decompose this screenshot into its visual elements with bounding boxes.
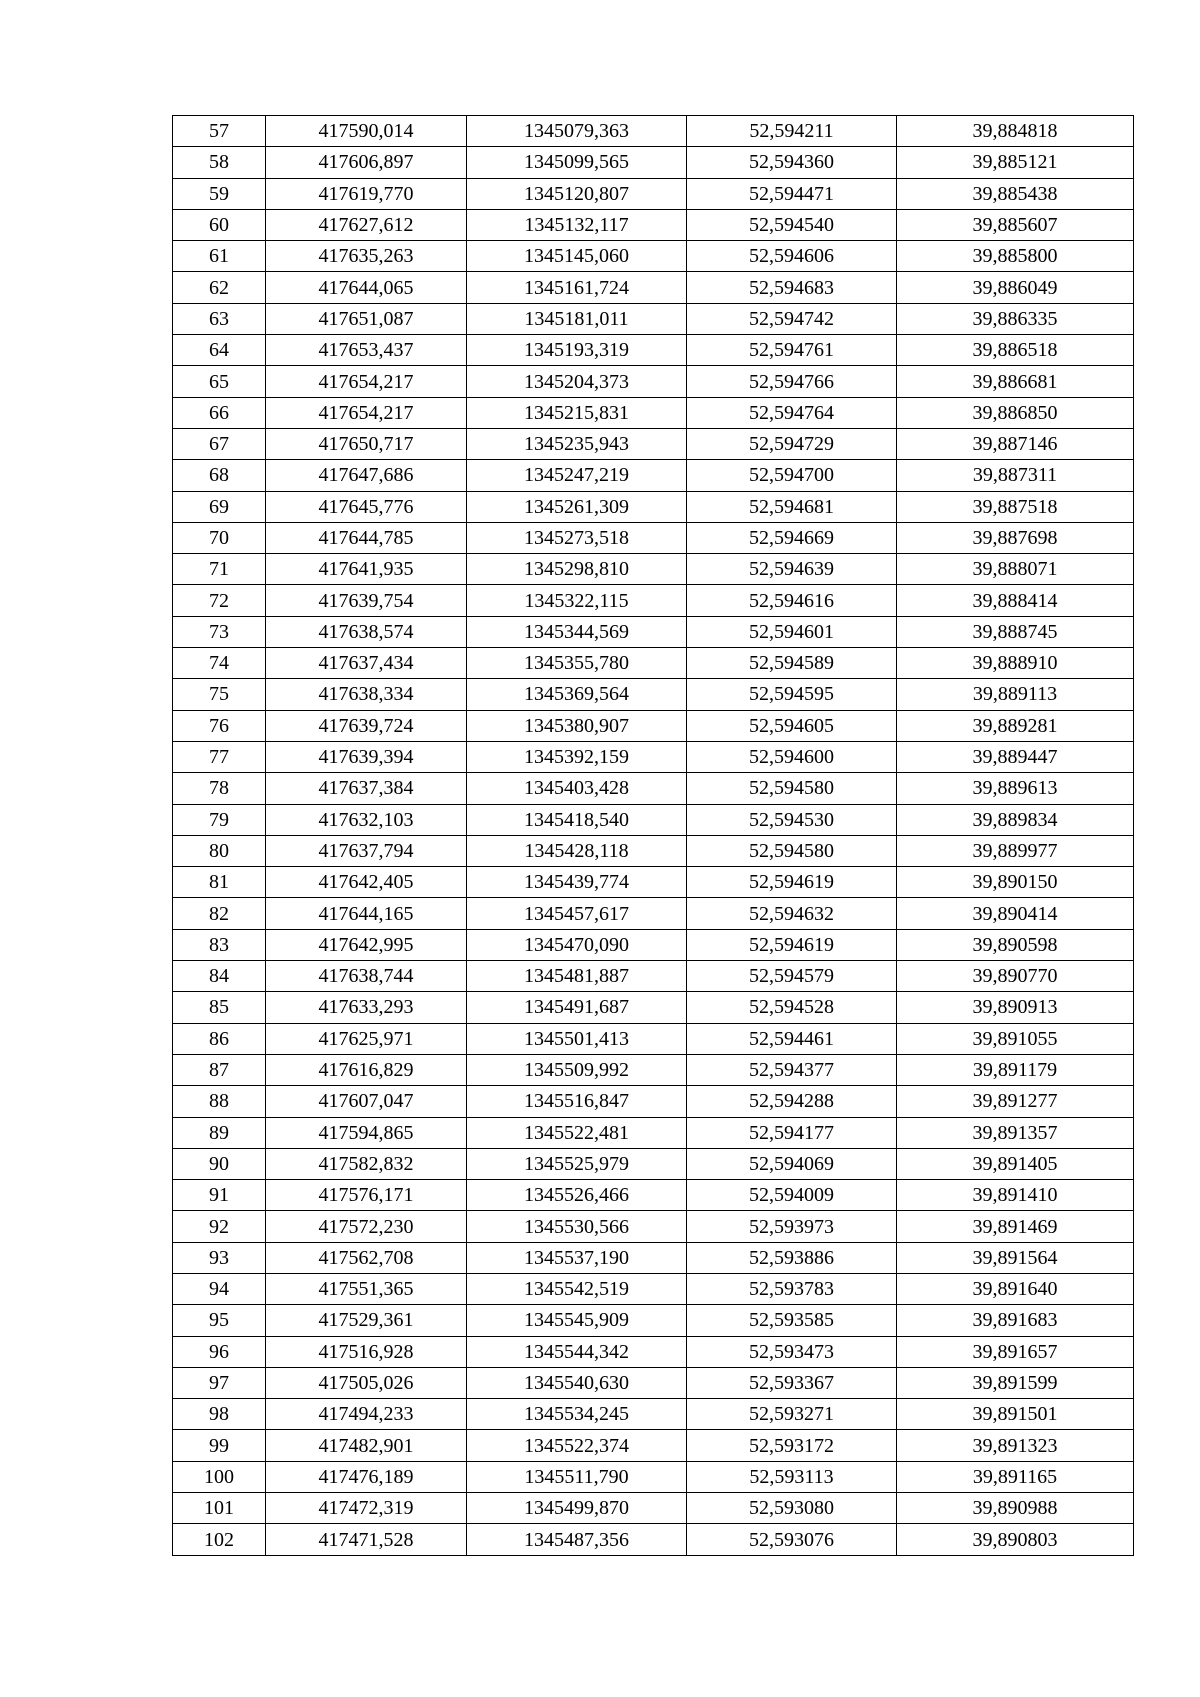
- longitude-cell: 39,889977: [897, 835, 1134, 866]
- point-number-cell: 94: [173, 1273, 266, 1304]
- x-coordinate-cell: 417594,865: [266, 1117, 467, 1148]
- latitude-cell: 52,594639: [687, 554, 897, 585]
- x-coordinate-cell: 417562,708: [266, 1242, 467, 1273]
- table-row: [173, 1054, 1134, 1085]
- y-coordinate-cell: 1345392,159: [467, 741, 687, 772]
- table-row: [173, 554, 1134, 585]
- point-number-cell: 100: [173, 1461, 266, 1492]
- point-number-cell: 93: [173, 1242, 266, 1273]
- y-coordinate-cell: 1345261,309: [467, 491, 687, 522]
- point-number-cell: 102: [173, 1524, 266, 1555]
- y-coordinate-cell: 1345428,118: [467, 835, 687, 866]
- y-coordinate-cell: 1345501,413: [467, 1023, 687, 1054]
- latitude-cell: 52,593886: [687, 1242, 897, 1273]
- latitude-cell: 52,594595: [687, 679, 897, 710]
- point-number-cell: 68: [173, 460, 266, 491]
- point-number-cell: 73: [173, 616, 266, 647]
- point-number-cell: 83: [173, 929, 266, 960]
- x-coordinate-cell: 417654,217: [266, 366, 467, 397]
- x-coordinate-cell: 417607,047: [266, 1086, 467, 1117]
- longitude-cell: 39,891179: [897, 1054, 1134, 1085]
- point-number-cell: 84: [173, 961, 266, 992]
- longitude-cell: 39,891564: [897, 1242, 1134, 1273]
- y-coordinate-cell: 1345273,518: [467, 522, 687, 553]
- point-number-cell: 58: [173, 147, 266, 178]
- latitude-cell: 52,594528: [687, 992, 897, 1023]
- longitude-cell: 39,888414: [897, 585, 1134, 616]
- point-number-cell: 66: [173, 397, 266, 428]
- point-number-cell: 101: [173, 1493, 266, 1524]
- table-row: [173, 804, 1134, 835]
- y-coordinate-cell: 1345545,909: [467, 1305, 687, 1336]
- latitude-cell: 52,594669: [687, 522, 897, 553]
- y-coordinate-cell: 1345487,356: [467, 1524, 687, 1555]
- y-coordinate-cell: 1345526,466: [467, 1180, 687, 1211]
- x-coordinate-cell: 417637,384: [266, 773, 467, 804]
- x-coordinate-cell: 417637,794: [266, 835, 467, 866]
- longitude-cell: 39,891683: [897, 1305, 1134, 1336]
- table-row: [173, 1086, 1134, 1117]
- latitude-cell: 52,594377: [687, 1054, 897, 1085]
- y-coordinate-cell: 1345516,847: [467, 1086, 687, 1117]
- x-coordinate-cell: 417644,785: [266, 522, 467, 553]
- latitude-cell: 52,594288: [687, 1086, 897, 1117]
- x-coordinate-cell: 417505,026: [266, 1367, 467, 1398]
- y-coordinate-cell: 1345522,374: [467, 1430, 687, 1461]
- point-number-cell: 67: [173, 428, 266, 459]
- y-coordinate-cell: 1345542,519: [467, 1273, 687, 1304]
- y-coordinate-cell: 1345355,780: [467, 648, 687, 679]
- x-coordinate-cell: 417639,754: [266, 585, 467, 616]
- table-row: [173, 366, 1134, 397]
- longitude-cell: 39,888910: [897, 648, 1134, 679]
- longitude-cell: 39,891657: [897, 1336, 1134, 1367]
- table-row: [173, 522, 1134, 553]
- point-number-cell: 63: [173, 303, 266, 334]
- y-coordinate-cell: 1345215,831: [467, 397, 687, 428]
- longitude-cell: 39,890988: [897, 1493, 1134, 1524]
- table-row: [173, 1461, 1134, 1492]
- longitude-cell: 39,885800: [897, 241, 1134, 272]
- table-row: [173, 773, 1134, 804]
- point-number-cell: 74: [173, 648, 266, 679]
- table-row: [173, 147, 1134, 178]
- table-row: [173, 1493, 1134, 1524]
- point-number-cell: 70: [173, 522, 266, 553]
- y-coordinate-cell: 1345439,774: [467, 867, 687, 898]
- y-coordinate-cell: 1345132,117: [467, 209, 687, 240]
- longitude-cell: 39,889447: [897, 741, 1134, 772]
- x-coordinate-cell: 417637,434: [266, 648, 467, 679]
- table-row: [173, 835, 1134, 866]
- y-coordinate-cell: 1345522,481: [467, 1117, 687, 1148]
- latitude-cell: 52,594616: [687, 585, 897, 616]
- point-number-cell: 59: [173, 178, 266, 209]
- latitude-cell: 52,594177: [687, 1117, 897, 1148]
- x-coordinate-cell: 417471,528: [266, 1524, 467, 1555]
- table-row: [173, 867, 1134, 898]
- longitude-cell: 39,891357: [897, 1117, 1134, 1148]
- y-coordinate-cell: 1345481,887: [467, 961, 687, 992]
- latitude-cell: 52,594632: [687, 898, 897, 929]
- x-coordinate-cell: 417516,928: [266, 1336, 467, 1367]
- y-coordinate-cell: 1345540,630: [467, 1367, 687, 1398]
- longitude-cell: 39,890414: [897, 898, 1134, 929]
- x-coordinate-cell: 417582,832: [266, 1148, 467, 1179]
- latitude-cell: 52,594530: [687, 804, 897, 835]
- latitude-cell: 52,594766: [687, 366, 897, 397]
- longitude-cell: 39,890150: [897, 867, 1134, 898]
- y-coordinate-cell: 1345525,979: [467, 1148, 687, 1179]
- table-row: [173, 648, 1134, 679]
- table-row: [173, 303, 1134, 334]
- latitude-cell: 52,594360: [687, 147, 897, 178]
- y-coordinate-cell: 1345369,564: [467, 679, 687, 710]
- table-row: [173, 1180, 1134, 1211]
- x-coordinate-cell: 417642,995: [266, 929, 467, 960]
- longitude-cell: 39,891277: [897, 1086, 1134, 1117]
- table-row: [173, 1211, 1134, 1242]
- latitude-cell: 52,594579: [687, 961, 897, 992]
- x-coordinate-cell: 417576,171: [266, 1180, 467, 1211]
- table-row: [173, 428, 1134, 459]
- longitude-cell: 39,890913: [897, 992, 1134, 1023]
- table-row: [173, 1305, 1134, 1336]
- x-coordinate-cell: 417551,365: [266, 1273, 467, 1304]
- x-coordinate-cell: 417639,724: [266, 710, 467, 741]
- longitude-cell: 39,890598: [897, 929, 1134, 960]
- point-number-cell: 92: [173, 1211, 266, 1242]
- y-coordinate-cell: 1345298,810: [467, 554, 687, 585]
- point-number-cell: 79: [173, 804, 266, 835]
- longitude-cell: 39,891055: [897, 1023, 1134, 1054]
- longitude-cell: 39,889113: [897, 679, 1134, 710]
- coordinates-table-body: [173, 116, 1134, 1556]
- latitude-cell: 52,593113: [687, 1461, 897, 1492]
- table-row: [173, 961, 1134, 992]
- table-row: [173, 1117, 1134, 1148]
- y-coordinate-cell: 1345403,428: [467, 773, 687, 804]
- longitude-cell: 39,886850: [897, 397, 1134, 428]
- latitude-cell: 52,594683: [687, 272, 897, 303]
- point-number-cell: 61: [173, 241, 266, 272]
- x-coordinate-cell: 417645,776: [266, 491, 467, 522]
- table-row: [173, 929, 1134, 960]
- longitude-cell: 39,888745: [897, 616, 1134, 647]
- x-coordinate-cell: 417638,334: [266, 679, 467, 710]
- longitude-cell: 39,891599: [897, 1367, 1134, 1398]
- point-number-cell: 60: [173, 209, 266, 240]
- table-row: [173, 116, 1134, 147]
- longitude-cell: 39,889281: [897, 710, 1134, 741]
- longitude-cell: 39,891405: [897, 1148, 1134, 1179]
- x-coordinate-cell: 417494,233: [266, 1399, 467, 1430]
- longitude-cell: 39,884818: [897, 116, 1134, 147]
- x-coordinate-cell: 417650,717: [266, 428, 467, 459]
- table-row: [173, 585, 1134, 616]
- x-coordinate-cell: 417653,437: [266, 335, 467, 366]
- x-coordinate-cell: 417644,065: [266, 272, 467, 303]
- y-coordinate-cell: 1345544,342: [467, 1336, 687, 1367]
- y-coordinate-cell: 1345120,807: [467, 178, 687, 209]
- latitude-cell: 52,593973: [687, 1211, 897, 1242]
- latitude-cell: 52,594761: [687, 335, 897, 366]
- table-row: [173, 679, 1134, 710]
- latitude-cell: 52,594600: [687, 741, 897, 772]
- y-coordinate-cell: 1345322,115: [467, 585, 687, 616]
- table-row: [173, 741, 1134, 772]
- x-coordinate-cell: 417476,189: [266, 1461, 467, 1492]
- point-number-cell: 72: [173, 585, 266, 616]
- longitude-cell: 39,888071: [897, 554, 1134, 585]
- x-coordinate-cell: 417529,361: [266, 1305, 467, 1336]
- y-coordinate-cell: 1345537,190: [467, 1242, 687, 1273]
- latitude-cell: 52,594729: [687, 428, 897, 459]
- longitude-cell: 39,891323: [897, 1430, 1134, 1461]
- y-coordinate-cell: 1345499,870: [467, 1493, 687, 1524]
- table-row: [173, 241, 1134, 272]
- y-coordinate-cell: 1345181,011: [467, 303, 687, 334]
- table-row: [173, 491, 1134, 522]
- latitude-cell: 52,594700: [687, 460, 897, 491]
- table-row: [173, 272, 1134, 303]
- y-coordinate-cell: 1345079,363: [467, 116, 687, 147]
- table-row: [173, 616, 1134, 647]
- point-number-cell: 85: [173, 992, 266, 1023]
- x-coordinate-cell: 417616,829: [266, 1054, 467, 1085]
- point-number-cell: 71: [173, 554, 266, 585]
- y-coordinate-cell: 1345161,724: [467, 272, 687, 303]
- y-coordinate-cell: 1345509,992: [467, 1054, 687, 1085]
- y-coordinate-cell: 1345193,319: [467, 335, 687, 366]
- point-number-cell: 89: [173, 1117, 266, 1148]
- point-number-cell: 95: [173, 1305, 266, 1336]
- table-row: [173, 710, 1134, 741]
- x-coordinate-cell: 417472,319: [266, 1493, 467, 1524]
- x-coordinate-cell: 417638,574: [266, 616, 467, 647]
- x-coordinate-cell: 417627,612: [266, 209, 467, 240]
- point-number-cell: 91: [173, 1180, 266, 1211]
- longitude-cell: 39,886681: [897, 366, 1134, 397]
- point-number-cell: 75: [173, 679, 266, 710]
- y-coordinate-cell: 1345457,617: [467, 898, 687, 929]
- y-coordinate-cell: 1345534,245: [467, 1399, 687, 1430]
- longitude-cell: 39,885121: [897, 147, 1134, 178]
- table-row: [173, 1430, 1134, 1461]
- y-coordinate-cell: 1345247,219: [467, 460, 687, 491]
- y-coordinate-cell: 1345491,687: [467, 992, 687, 1023]
- table-row: [173, 1273, 1134, 1304]
- point-number-cell: 64: [173, 335, 266, 366]
- x-coordinate-cell: 417642,405: [266, 867, 467, 898]
- point-number-cell: 65: [173, 366, 266, 397]
- point-number-cell: 87: [173, 1054, 266, 1085]
- point-number-cell: 86: [173, 1023, 266, 1054]
- latitude-cell: 52,594461: [687, 1023, 897, 1054]
- latitude-cell: 52,593367: [687, 1367, 897, 1398]
- table-row: [173, 1524, 1134, 1555]
- point-number-cell: 76: [173, 710, 266, 741]
- longitude-cell: 39,891640: [897, 1273, 1134, 1304]
- latitude-cell: 52,594619: [687, 867, 897, 898]
- x-coordinate-cell: 417641,935: [266, 554, 467, 585]
- latitude-cell: 52,594601: [687, 616, 897, 647]
- x-coordinate-cell: 417606,897: [266, 147, 467, 178]
- longitude-cell: 39,887311: [897, 460, 1134, 491]
- y-coordinate-cell: 1345235,943: [467, 428, 687, 459]
- y-coordinate-cell: 1345418,540: [467, 804, 687, 835]
- table-row: [173, 992, 1134, 1023]
- latitude-cell: 52,594540: [687, 209, 897, 240]
- longitude-cell: 39,891501: [897, 1399, 1134, 1430]
- longitude-cell: 39,887698: [897, 522, 1134, 553]
- x-coordinate-cell: 417651,087: [266, 303, 467, 334]
- longitude-cell: 39,891469: [897, 1211, 1134, 1242]
- latitude-cell: 52,593076: [687, 1524, 897, 1555]
- latitude-cell: 52,593473: [687, 1336, 897, 1367]
- x-coordinate-cell: 417635,263: [266, 241, 467, 272]
- point-number-cell: 96: [173, 1336, 266, 1367]
- y-coordinate-cell: 1345145,060: [467, 241, 687, 272]
- longitude-cell: 39,886518: [897, 335, 1134, 366]
- table-row: [173, 898, 1134, 929]
- table-row: [173, 1023, 1134, 1054]
- longitude-cell: 39,887146: [897, 428, 1134, 459]
- y-coordinate-cell: 1345470,090: [467, 929, 687, 960]
- x-coordinate-cell: 417619,770: [266, 178, 467, 209]
- table-row: [173, 1336, 1134, 1367]
- table-row: [173, 178, 1134, 209]
- table-row: [173, 1367, 1134, 1398]
- latitude-cell: 52,594211: [687, 116, 897, 147]
- latitude-cell: 52,594619: [687, 929, 897, 960]
- coordinates-table: [172, 115, 1134, 1556]
- x-coordinate-cell: 417654,217: [266, 397, 467, 428]
- latitude-cell: 52,594580: [687, 773, 897, 804]
- longitude-cell: 39,887518: [897, 491, 1134, 522]
- x-coordinate-cell: 417590,014: [266, 116, 467, 147]
- x-coordinate-cell: 417632,103: [266, 804, 467, 835]
- x-coordinate-cell: 417639,394: [266, 741, 467, 772]
- longitude-cell: 39,889834: [897, 804, 1134, 835]
- y-coordinate-cell: 1345530,566: [467, 1211, 687, 1242]
- longitude-cell: 39,885438: [897, 178, 1134, 209]
- latitude-cell: 52,594471: [687, 178, 897, 209]
- latitude-cell: 52,594069: [687, 1148, 897, 1179]
- point-number-cell: 78: [173, 773, 266, 804]
- point-number-cell: 88: [173, 1086, 266, 1117]
- x-coordinate-cell: 417638,744: [266, 961, 467, 992]
- point-number-cell: 77: [173, 741, 266, 772]
- latitude-cell: 52,594009: [687, 1180, 897, 1211]
- point-number-cell: 81: [173, 867, 266, 898]
- latitude-cell: 52,594605: [687, 710, 897, 741]
- longitude-cell: 39,890803: [897, 1524, 1134, 1555]
- latitude-cell: 52,594606: [687, 241, 897, 272]
- y-coordinate-cell: 1345099,565: [467, 147, 687, 178]
- longitude-cell: 39,891410: [897, 1180, 1134, 1211]
- point-number-cell: 62: [173, 272, 266, 303]
- table-row: [173, 335, 1134, 366]
- x-coordinate-cell: 417482,901: [266, 1430, 467, 1461]
- latitude-cell: 52,593585: [687, 1305, 897, 1336]
- x-coordinate-cell: 417644,165: [266, 898, 467, 929]
- table-row: [173, 460, 1134, 491]
- y-coordinate-cell: 1345380,907: [467, 710, 687, 741]
- y-coordinate-cell: 1345511,790: [467, 1461, 687, 1492]
- longitude-cell: 39,885607: [897, 209, 1134, 240]
- point-number-cell: 57: [173, 116, 266, 147]
- y-coordinate-cell: 1345204,373: [467, 366, 687, 397]
- point-number-cell: 80: [173, 835, 266, 866]
- latitude-cell: 52,594742: [687, 303, 897, 334]
- point-number-cell: 69: [173, 491, 266, 522]
- longitude-cell: 39,886049: [897, 272, 1134, 303]
- table-row: [173, 1399, 1134, 1430]
- longitude-cell: 39,890770: [897, 961, 1134, 992]
- table-row: [173, 209, 1134, 240]
- longitude-cell: 39,886335: [897, 303, 1134, 334]
- latitude-cell: 52,593080: [687, 1493, 897, 1524]
- latitude-cell: 52,593271: [687, 1399, 897, 1430]
- longitude-cell: 39,889613: [897, 773, 1134, 804]
- point-number-cell: 82: [173, 898, 266, 929]
- latitude-cell: 52,594764: [687, 397, 897, 428]
- point-number-cell: 90: [173, 1148, 266, 1179]
- y-coordinate-cell: 1345344,569: [467, 616, 687, 647]
- table-row: [173, 397, 1134, 428]
- table-row: [173, 1148, 1134, 1179]
- latitude-cell: 52,594589: [687, 648, 897, 679]
- latitude-cell: 52,594580: [687, 835, 897, 866]
- x-coordinate-cell: 417633,293: [266, 992, 467, 1023]
- point-number-cell: 99: [173, 1430, 266, 1461]
- x-coordinate-cell: 417572,230: [266, 1211, 467, 1242]
- x-coordinate-cell: 417647,686: [266, 460, 467, 491]
- point-number-cell: 97: [173, 1367, 266, 1398]
- latitude-cell: 52,593783: [687, 1273, 897, 1304]
- latitude-cell: 52,594681: [687, 491, 897, 522]
- point-number-cell: 98: [173, 1399, 266, 1430]
- table-row: [173, 1242, 1134, 1273]
- longitude-cell: 39,891165: [897, 1461, 1134, 1492]
- x-coordinate-cell: 417625,971: [266, 1023, 467, 1054]
- latitude-cell: 52,593172: [687, 1430, 897, 1461]
